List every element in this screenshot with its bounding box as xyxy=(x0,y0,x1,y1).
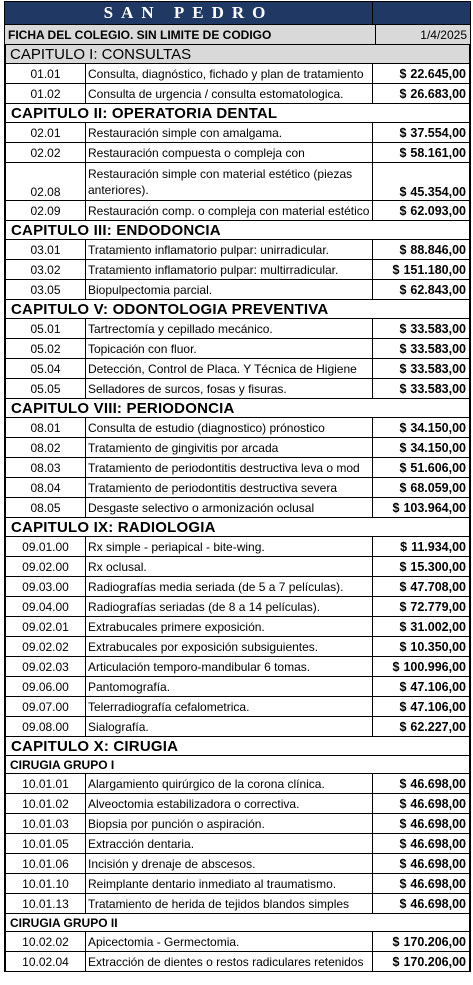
item-code: 08.03 xyxy=(4,458,86,477)
chapter-heading: CAPITULO X: CIRUGIA xyxy=(4,737,471,756)
currency-symbol: $ xyxy=(392,954,400,969)
item-price xyxy=(373,498,471,517)
price-value: 46.698,00 xyxy=(410,876,466,891)
currency-symbol: $ xyxy=(399,876,407,891)
currency-symbol: $ xyxy=(399,125,407,140)
table-row xyxy=(4,617,471,637)
table-row xyxy=(4,458,471,478)
price-value: 33.583,00 xyxy=(410,361,466,376)
table-row xyxy=(4,657,471,677)
currency-symbol: $ xyxy=(399,699,407,714)
item-description: Extracción de dientes o restos radiculares retenidos xyxy=(86,952,373,971)
item-code: 09.07.00 xyxy=(4,697,86,716)
currency-symbol: $ xyxy=(399,836,407,851)
currency-symbol: $ xyxy=(399,896,407,911)
price-value: 62.093,00 xyxy=(410,203,466,218)
currency-symbol: $ xyxy=(392,934,400,949)
item-price xyxy=(373,123,471,142)
item-code: 02.02 xyxy=(4,143,86,162)
price-value: 51.606,00 xyxy=(410,460,466,475)
price-value: 103.964,00 xyxy=(403,500,466,515)
item-description: Selladores de surcos, fosas y fisuras. xyxy=(86,379,373,398)
table-row xyxy=(4,814,471,834)
item-code: 09.02.01 xyxy=(4,617,86,636)
item-description: Radiografías seriadas (de 8 a 14 películas). xyxy=(86,597,373,616)
item-code: 02.09 xyxy=(4,201,86,220)
item-price xyxy=(373,438,471,457)
currency-symbol: $ xyxy=(399,203,407,218)
currency-symbol: $ xyxy=(399,381,407,396)
item-description: Tratamiento de periodontitis destructiva severa xyxy=(86,478,373,497)
item-code: 09.02.03 xyxy=(4,657,86,676)
item-description: Consulta, diagnóstico, fichado y plan de tratamiento xyxy=(86,64,373,83)
table-row xyxy=(4,557,471,577)
price-value: 88.846,00 xyxy=(410,242,466,257)
currency-symbol: $ xyxy=(399,66,407,81)
currency-symbol: $ xyxy=(399,639,407,654)
item-description: Restauración comp. o compleja con material estético xyxy=(86,201,373,220)
currency-symbol: $ xyxy=(399,599,407,614)
item-code: 09.02.02 xyxy=(4,637,86,656)
item-code: 05.05 xyxy=(4,379,86,398)
item-description: Reimplante dentario inmediato al traumatismo. xyxy=(86,874,373,893)
item-price xyxy=(373,201,471,220)
price-value: 62.227,00 xyxy=(410,719,466,734)
table-row xyxy=(4,894,471,914)
item-code: 03.02 xyxy=(4,260,86,279)
item-description: Tartrectomía y cepillado mecánico. xyxy=(86,319,373,338)
item-description: Extracción dentaria. xyxy=(86,834,373,853)
table-row xyxy=(4,577,471,597)
item-price xyxy=(373,854,471,873)
chapter-heading: CAPITULO I: CONSULTAS xyxy=(4,45,471,64)
currency-symbol: $ xyxy=(392,262,400,277)
price-value: 46.698,00 xyxy=(410,776,466,791)
item-price xyxy=(373,339,471,358)
item-description: Topicación con fluor. xyxy=(86,339,373,358)
item-price xyxy=(373,794,471,813)
price-value: 151.180,00 xyxy=(403,262,466,277)
item-price xyxy=(373,458,471,477)
item-description: Articulación temporo-mandibular 6 tomas. xyxy=(86,657,373,676)
item-price xyxy=(373,834,471,853)
price-value: 47.708,00 xyxy=(410,579,466,594)
table-row xyxy=(4,379,471,399)
currency-symbol: $ xyxy=(399,86,407,101)
table-row xyxy=(4,478,471,498)
price-value: 34.150,00 xyxy=(410,420,466,435)
price-value: 33.583,00 xyxy=(410,381,466,396)
item-description: Tratamiento de periodontitis destructiva leva o mod xyxy=(86,458,373,477)
currency-symbol: $ xyxy=(399,185,407,199)
item-price xyxy=(373,637,471,656)
item-price xyxy=(373,418,471,437)
item-price xyxy=(373,597,471,616)
item-description: Radiografías media seriada (de 5 a 7 películas). xyxy=(86,577,373,596)
item-description: Tratamiento inflamatorio pulpar: multirradicular. xyxy=(86,260,373,279)
item-price xyxy=(373,894,471,913)
price-value: 170.206,00 xyxy=(403,934,466,949)
item-price xyxy=(373,64,471,83)
item-price xyxy=(373,319,471,338)
item-code: 10.01.03 xyxy=(4,814,86,833)
price-value: 170.206,00 xyxy=(403,954,466,969)
item-code: 02.08 xyxy=(4,163,86,200)
table-row xyxy=(4,677,471,697)
chapter-heading: CAPITULO V: ODONTOLOGIA PREVENTIVA xyxy=(4,300,471,319)
item-code: 03.01 xyxy=(4,240,86,259)
table-row xyxy=(4,537,471,557)
price-value: 46.698,00 xyxy=(410,856,466,871)
item-code: 09.08.00 xyxy=(4,717,86,736)
item-code: 10.02.04 xyxy=(4,952,86,971)
table-row xyxy=(4,794,471,814)
price-value: 47.106,00 xyxy=(410,699,466,714)
item-price xyxy=(373,557,471,576)
item-code: 05.02 xyxy=(4,339,86,358)
item-price xyxy=(373,577,471,596)
chapter-heading: CAPITULO IX: RADIOLOGIA xyxy=(4,518,471,537)
item-description: Apicectomia - Germectomia. xyxy=(86,932,373,951)
table-row xyxy=(4,952,471,972)
price-value: 10.350,00 xyxy=(410,639,466,654)
item-code: 09.04.00 xyxy=(4,597,86,616)
table-row xyxy=(4,64,471,84)
price-value: 100.996,00 xyxy=(403,659,466,674)
table-row xyxy=(4,438,471,458)
price-value: 15.300,00 xyxy=(410,559,466,574)
item-description: Consulta de urgencia / consulta estomatologica. xyxy=(86,84,373,103)
item-price xyxy=(373,478,471,497)
currency-symbol: $ xyxy=(399,341,407,356)
item-code: 09.02.00 xyxy=(4,557,86,576)
item-description: Pantomografía. xyxy=(86,677,373,696)
currency-symbol: $ xyxy=(399,440,407,455)
currency-symbol: $ xyxy=(399,776,407,791)
item-price xyxy=(373,359,471,378)
item-code: 10.01.13 xyxy=(4,894,86,913)
item-price xyxy=(373,260,471,279)
currency-symbol: $ xyxy=(399,816,407,831)
price-value: 68.059,00 xyxy=(410,480,466,495)
table-row xyxy=(4,932,471,952)
item-description: Telerradiografía cefalometrica. xyxy=(86,697,373,716)
item-price xyxy=(373,774,471,793)
price-value: 46.698,00 xyxy=(410,816,466,831)
price-value: 31.002,00 xyxy=(410,619,466,634)
table-row xyxy=(4,260,471,280)
item-code: 09.06.00 xyxy=(4,677,86,696)
item-code: 05.04 xyxy=(4,359,86,378)
table-row xyxy=(4,319,471,339)
price-value: 26.683,00 xyxy=(410,86,466,101)
item-code: 08.05 xyxy=(4,498,86,517)
item-description: Alargamiento quirúrgico de la corona clínica. xyxy=(86,774,373,793)
price-value: 34.150,00 xyxy=(410,440,466,455)
item-price xyxy=(373,163,471,200)
table-row xyxy=(4,637,471,657)
item-price xyxy=(373,697,471,716)
item-description: Consulta de estudio (diagnostico) prónostico xyxy=(86,418,373,437)
table-row xyxy=(4,359,471,379)
price-value: 37.554,00 xyxy=(410,125,466,140)
table-row xyxy=(4,240,471,260)
item-code: 10.01.06 xyxy=(4,854,86,873)
price-value: 47.106,00 xyxy=(410,679,466,694)
item-description: Tratamiento de herida de tejidos blandos simples xyxy=(86,894,373,913)
item-price xyxy=(373,657,471,676)
item-price xyxy=(373,932,471,951)
currency-symbol: $ xyxy=(399,321,407,336)
currency-symbol: $ xyxy=(399,856,407,871)
header-row xyxy=(4,25,471,45)
item-code: 08.02 xyxy=(4,438,86,457)
price-value: 62.843,00 xyxy=(410,282,466,297)
currency-symbol: $ xyxy=(399,480,407,495)
currency-symbol: $ xyxy=(399,719,407,734)
item-code: 08.04 xyxy=(4,478,86,497)
currency-symbol: $ xyxy=(399,579,407,594)
table-row xyxy=(4,280,471,300)
item-price xyxy=(373,143,471,162)
currency-symbol: $ xyxy=(400,539,408,554)
item-code: 03.05 xyxy=(4,280,86,299)
price-value: 33.583,00 xyxy=(410,321,466,336)
price-value: 45.354,00 xyxy=(410,185,466,199)
item-description: Restauración simple con amalgama. xyxy=(86,123,373,142)
table-row xyxy=(4,834,471,854)
currency-symbol: $ xyxy=(392,659,400,674)
item-code: 09.03.00 xyxy=(4,577,86,596)
table-row xyxy=(4,874,471,894)
item-code: 05.01 xyxy=(4,319,86,338)
sheet-title: SAN PEDRO xyxy=(5,2,372,24)
item-price xyxy=(373,717,471,736)
item-description: Tratamiento de gingivitis por arcada xyxy=(86,438,373,457)
price-value: 11.934,00 xyxy=(411,539,466,554)
item-price xyxy=(373,84,471,103)
item-description: Desgaste selectivo o armonización oclusal xyxy=(86,498,373,517)
item-description: Restauración compuesta o compleja con xyxy=(86,143,373,162)
item-description: Restauración simple con material estético (piezas anteriores). xyxy=(86,163,373,200)
item-price xyxy=(373,814,471,833)
item-description: Sialografía. xyxy=(86,717,373,736)
item-code: 10.01.10 xyxy=(4,874,86,893)
item-description: Incisión y drenaje de abscesos. xyxy=(86,854,373,873)
chapter-heading: CAPITULO VIII: PERIODONCIA xyxy=(4,399,471,418)
currency-symbol: $ xyxy=(399,361,407,376)
item-code: 08.01 xyxy=(4,418,86,437)
price-value: 58.161,00 xyxy=(410,145,466,160)
header-date: 1/4/2025 xyxy=(375,25,470,44)
chapter-heading: CAPITULO III: ENDODONCIA xyxy=(4,221,471,240)
item-description: Rx simple - periapical - bite-wing. xyxy=(86,537,373,556)
currency-symbol: $ xyxy=(399,796,407,811)
item-description: Rx oclusal. xyxy=(86,557,373,576)
item-price xyxy=(373,874,471,893)
table-row xyxy=(4,201,471,221)
currency-symbol: $ xyxy=(392,500,400,515)
item-code: 09.01.00 xyxy=(4,537,86,556)
table-row xyxy=(4,697,471,717)
price-value: 46.698,00 xyxy=(410,796,466,811)
currency-symbol: $ xyxy=(399,420,407,435)
item-description: Extrabucales por exposición subsiguientes. xyxy=(86,637,373,656)
price-value: 22.645,00 xyxy=(410,66,466,81)
table-row xyxy=(4,418,471,438)
item-description: Biopsia por punción o aspiración. xyxy=(86,814,373,833)
group-heading: CIRUGIA GRUPO I xyxy=(4,756,471,774)
item-price xyxy=(373,379,471,398)
item-code: 02.01 xyxy=(4,123,86,142)
item-code: 10.01.01 xyxy=(4,774,86,793)
group-heading: CIRUGIA GRUPO II xyxy=(4,914,471,932)
item-code: 01.01 xyxy=(4,64,86,83)
item-code: 10.02.02 xyxy=(4,932,86,951)
item-code: 10.01.05 xyxy=(4,834,86,853)
item-price xyxy=(373,952,471,971)
currency-symbol: $ xyxy=(399,679,407,694)
item-price xyxy=(373,537,471,556)
table-row xyxy=(4,774,471,794)
item-price xyxy=(373,677,471,696)
currency-symbol: $ xyxy=(399,145,407,160)
item-description: Alveoctomia estabilizadora o correctiva. xyxy=(86,794,373,813)
price-value: 46.698,00 xyxy=(410,836,466,851)
header-text: FICHA DEL COLEGIO. SIN LIMITE DE CODIGO xyxy=(8,27,272,42)
price-value: 33.583,00 xyxy=(410,341,466,356)
currency-symbol: $ xyxy=(399,559,407,574)
table-row xyxy=(4,84,471,104)
table-row xyxy=(4,163,471,201)
item-price xyxy=(373,280,471,299)
item-description: Tratamiento inflamatorio pulpar: unirradicular. xyxy=(86,240,373,259)
table-row xyxy=(4,498,471,518)
price-value: 46.698,00 xyxy=(410,896,466,911)
currency-symbol: $ xyxy=(399,282,407,297)
item-description: Detección, Control de Placa. Y Técnica de Higiene xyxy=(86,359,373,378)
table-row xyxy=(4,143,471,163)
table-row xyxy=(4,854,471,874)
currency-symbol: $ xyxy=(399,242,407,257)
item-description: Biopulpectomia parcial. xyxy=(86,280,373,299)
item-code: 01.02 xyxy=(4,84,86,103)
item-description: Extrabucales primere exposición. xyxy=(86,617,373,636)
item-code: 10.01.02 xyxy=(4,794,86,813)
table-row xyxy=(4,597,471,617)
chapter-heading: CAPITULO II: OPERATORIA DENTAL xyxy=(4,104,471,123)
title-banner xyxy=(4,1,471,25)
currency-symbol: $ xyxy=(399,460,407,475)
title-side-cell xyxy=(372,2,470,24)
table-row xyxy=(4,717,471,737)
table-row xyxy=(4,339,471,359)
price-value: 72.779,00 xyxy=(410,599,466,614)
currency-symbol: $ xyxy=(399,619,407,634)
table-row xyxy=(4,123,471,143)
item-price xyxy=(373,617,471,636)
item-price xyxy=(373,240,471,259)
